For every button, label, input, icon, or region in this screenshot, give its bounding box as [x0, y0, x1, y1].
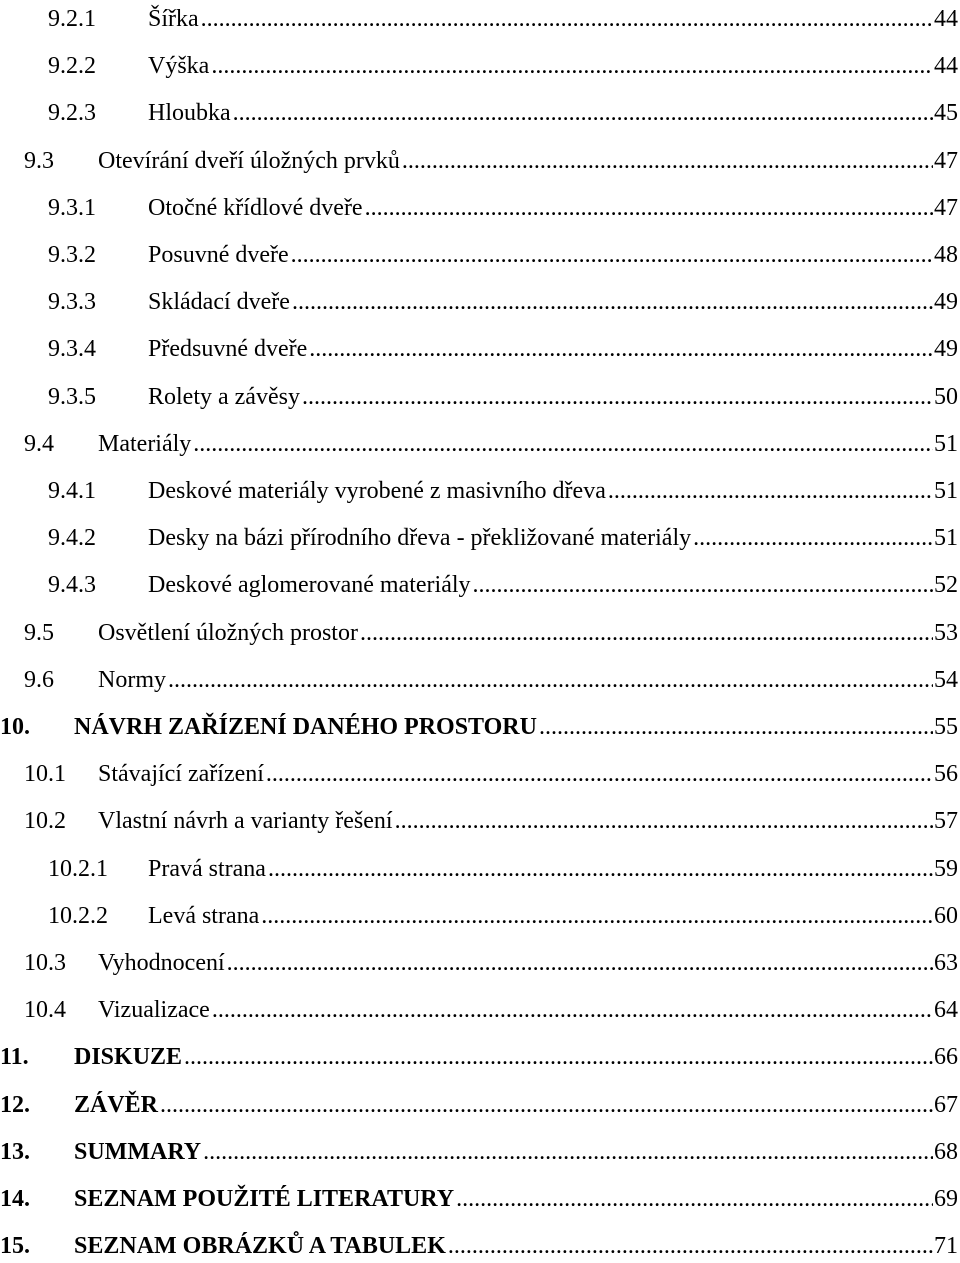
dot-leader	[203, 1135, 933, 1169]
dot-leader	[201, 2, 933, 36]
dot-leader	[266, 757, 933, 791]
dot-leader	[212, 993, 933, 1027]
toc-entry-line	[98, 663, 960, 697]
toc-entry-number: 15.	[0, 1233, 30, 1260]
toc-entry[interactable]	[0, 238, 960, 272]
toc-entry-number: 13.	[0, 1138, 30, 1165]
toc-entry-title[interactable]: Deskové aglomerované materiály	[148, 572, 471, 599]
dot-leader	[693, 521, 933, 555]
toc-entry-page-number[interactable]: 50	[934, 383, 958, 410]
dot-leader	[160, 1088, 933, 1122]
toc-entry-title[interactable]: Předsuvné dveře	[148, 336, 308, 363]
toc-entry-page-number[interactable]: 48	[934, 242, 958, 268]
toc-entry-line	[148, 238, 960, 272]
toc-entry[interactable]	[0, 380, 960, 414]
toc-entry-title[interactable]: Osvětlení úložných prostor	[98, 619, 358, 646]
toc-entry-number: 9.4	[24, 430, 54, 457]
dot-leader	[233, 96, 933, 130]
toc-entry-line	[74, 1182, 960, 1216]
toc-entry-page-number[interactable]: 52	[934, 572, 958, 599]
dot-leader	[291, 238, 933, 272]
toc-entry[interactable]	[0, 1182, 960, 1216]
toc-entry-line	[74, 1229, 960, 1263]
toc-entry-title[interactable]: Vyhodnocení	[98, 950, 225, 976]
toc-entry[interactable]	[0, 568, 960, 602]
toc-entry-line	[98, 804, 960, 838]
toc-entry-title[interactable]: Otevírání dveří úložných prvků	[98, 147, 400, 174]
toc-entry-page-number[interactable]: 53	[934, 619, 958, 646]
toc-entry-line	[98, 946, 960, 980]
toc-entry-page-number[interactable]: 56	[934, 761, 958, 788]
toc-entry-line	[148, 568, 960, 602]
toc-entry-title[interactable]: Materiály	[98, 430, 192, 457]
toc-entry-number: 10.2	[24, 808, 66, 835]
toc-entry[interactable]	[0, 757, 960, 791]
toc-entry-number: 10.2.2	[48, 902, 108, 929]
toc-entry-line	[148, 96, 960, 130]
toc-entry-page-number[interactable]: 44	[934, 6, 958, 32]
toc-entry-title[interactable]: Deskové materiály vyrobené z masivního dřeva	[148, 478, 606, 504]
toc-entry[interactable]	[0, 144, 960, 178]
toc-entry-page-number[interactable]: 67	[934, 1091, 958, 1118]
toc-entry-number: 9.4.1	[48, 478, 96, 504]
toc-entry-number: 9.5	[24, 619, 54, 646]
toc-entry-line	[98, 993, 960, 1027]
toc-entry-number: 9.3	[24, 147, 54, 174]
toc-entry[interactable]	[0, 427, 960, 461]
dot-leader	[608, 474, 933, 508]
toc-entry[interactable]	[0, 993, 960, 1027]
toc-entry-number: 9.3.3	[48, 289, 96, 316]
toc-entry[interactable]	[0, 2, 960, 36]
toc-entry-title[interactable]: Otočné křídlové dveře	[148, 194, 363, 221]
toc-entry-page-number[interactable]: 45	[934, 100, 958, 127]
dot-leader	[456, 1182, 933, 1216]
toc-entry[interactable]	[0, 1088, 960, 1122]
toc-entry-page-number[interactable]: 49	[934, 336, 958, 363]
toc-entry-number: 9.2.1	[48, 6, 96, 32]
toc-entry-line	[148, 521, 960, 555]
toc-entry-line	[148, 332, 960, 366]
toc-entry-title[interactable]: NÁVRH ZAŘÍZENÍ DANÉHO PROSTORU	[74, 714, 537, 740]
toc-entry-page-number[interactable]: 51	[934, 525, 958, 552]
dot-leader	[168, 663, 933, 697]
toc-entry-line	[74, 1040, 960, 1074]
toc-entry-number: 9.3.4	[48, 336, 96, 363]
toc-entry-page-number[interactable]: 55	[934, 714, 958, 740]
dot-leader	[227, 946, 933, 980]
toc-entry-number: 9.3.2	[48, 242, 96, 268]
toc-entry[interactable]	[0, 1229, 960, 1263]
toc-entry[interactable]	[0, 710, 960, 744]
toc-entry-line	[98, 616, 960, 650]
dot-leader	[193, 427, 933, 461]
toc-entry-number: 9.2.2	[48, 53, 96, 80]
toc-entry[interactable]	[0, 332, 960, 366]
toc-entry-line	[74, 1135, 960, 1169]
toc-entry-title[interactable]: DISKUZE	[74, 1044, 183, 1071]
toc-entry-title[interactable]: SEZNAM OBRÁZKŮ A TABULEK	[74, 1233, 446, 1260]
toc-entry-title[interactable]: ZÁVĚR	[74, 1091, 159, 1118]
toc-entry-page-number[interactable]: 63	[934, 950, 958, 976]
toc-entry-number: 9.4.2	[48, 525, 96, 552]
toc-entry-line	[98, 144, 960, 178]
toc-entry-title[interactable]: Hloubka	[148, 100, 231, 127]
toc-entry-title[interactable]: Skládací dveře	[148, 289, 290, 316]
dot-leader	[360, 616, 933, 650]
toc-entry-title[interactable]: Levá strana	[148, 902, 260, 929]
toc-entry-number: 9.3.1	[48, 194, 96, 221]
toc-entry-number: 9.6	[24, 666, 54, 693]
toc-entry[interactable]	[0, 616, 960, 650]
toc-entry-line	[148, 852, 960, 886]
toc-entry-page-number[interactable]: 64	[934, 997, 958, 1024]
toc-entry-line	[74, 1088, 960, 1122]
toc-entry-line	[148, 49, 960, 83]
dot-leader	[211, 49, 933, 83]
toc-entry-line	[148, 191, 960, 225]
toc-entry[interactable]	[0, 49, 960, 83]
toc-entry-page-number[interactable]: 47	[934, 194, 958, 221]
toc-entry-number: 11.	[0, 1044, 29, 1071]
toc-entry[interactable]	[0, 1040, 960, 1074]
toc-entry-title[interactable]: Posuvné dveře	[148, 242, 289, 268]
toc-entry-line	[98, 427, 960, 461]
toc-entry-line	[74, 710, 960, 744]
toc-entry[interactable]	[0, 804, 960, 838]
toc-entry-page-number[interactable]: 49	[934, 289, 958, 316]
toc-entry-page-number[interactable]: 57	[934, 808, 958, 835]
toc-entry[interactable]	[0, 191, 960, 225]
toc-entry[interactable]	[0, 946, 960, 980]
dot-leader	[402, 144, 933, 178]
toc-entry[interactable]	[0, 1135, 960, 1169]
toc-entry[interactable]	[0, 521, 960, 555]
dot-leader	[473, 568, 933, 602]
toc-entry-page-number[interactable]: 47	[934, 147, 958, 174]
toc-entry-line	[148, 899, 960, 933]
toc-entry-number: 12.	[0, 1091, 30, 1118]
dot-leader	[365, 191, 933, 225]
dot-leader	[184, 1040, 933, 1074]
toc-entry-title[interactable]: Normy	[98, 666, 166, 693]
toc-entry-line	[148, 285, 960, 319]
toc-entry-title[interactable]: Šířka	[148, 6, 199, 32]
toc-entry-title[interactable]: SUMMARY	[74, 1138, 202, 1165]
toc-entry-number: 10.	[0, 714, 30, 740]
toc-entry[interactable]	[0, 852, 960, 886]
toc-entry-number: 10.2.1	[48, 855, 108, 882]
toc-entry-title[interactable]: SEZNAM POUŽITÉ LITERATURY	[74, 1186, 455, 1212]
toc-entry-number: 10.1	[24, 761, 66, 788]
toc-entry-title[interactable]: Výška	[148, 53, 210, 80]
dot-leader	[309, 332, 933, 366]
toc-entry-page-number[interactable]: 51	[934, 430, 958, 457]
toc-entry-title[interactable]: Vizualizace	[98, 997, 210, 1024]
toc-entry-number: 9.2.3	[48, 100, 96, 127]
dot-leader	[539, 710, 933, 744]
toc-entry-number: 9.3.5	[48, 383, 96, 410]
dot-leader	[292, 285, 933, 319]
toc-entry-number: 9.4.3	[48, 572, 96, 599]
toc-entry-number: 10.3	[24, 950, 66, 976]
toc-entry-page-number[interactable]: 54	[934, 666, 958, 693]
toc-entry-title[interactable]: Desky na bázi přírodního dřeva - překližované materiály	[148, 525, 692, 552]
toc-entry-title[interactable]: Rolety a závěsy	[148, 383, 300, 410]
toc-entry-page-number[interactable]: 68	[934, 1138, 958, 1165]
toc-entry[interactable]	[0, 474, 960, 508]
toc-entry-line	[148, 2, 960, 36]
dot-leader	[268, 852, 933, 886]
toc-entry-number: 10.4	[24, 997, 66, 1024]
toc-entry-page-number[interactable]: 69	[934, 1186, 958, 1212]
dot-leader	[395, 804, 933, 838]
toc-entry[interactable]	[0, 96, 960, 130]
toc-entry[interactable]	[0, 663, 960, 697]
toc-entry-title[interactable]: Vlastní návrh a varianty řešení	[98, 808, 393, 835]
toc-entry-title[interactable]: Stávající zařízení	[98, 761, 264, 788]
toc-entry-page-number[interactable]: 51	[934, 478, 958, 504]
toc-entry-line	[148, 380, 960, 414]
dot-leader	[448, 1229, 933, 1263]
toc-entry-line	[148, 474, 960, 508]
toc-entry-line	[98, 757, 960, 791]
toc-entry-page-number[interactable]: 59	[934, 855, 958, 882]
toc-entry-title[interactable]: Pravá strana	[148, 855, 266, 882]
toc-entry-number: 14.	[0, 1186, 30, 1212]
toc-entry-page-number[interactable]: 66	[934, 1044, 958, 1071]
toc-entry-page-number[interactable]: 71	[934, 1233, 958, 1260]
dot-leader	[261, 899, 933, 933]
dot-leader	[302, 380, 933, 414]
toc-entry[interactable]	[0, 285, 960, 319]
toc-entry-page-number[interactable]: 60	[934, 902, 958, 929]
toc-entry-page-number[interactable]: 44	[934, 53, 958, 80]
toc-entry[interactable]	[0, 899, 960, 933]
